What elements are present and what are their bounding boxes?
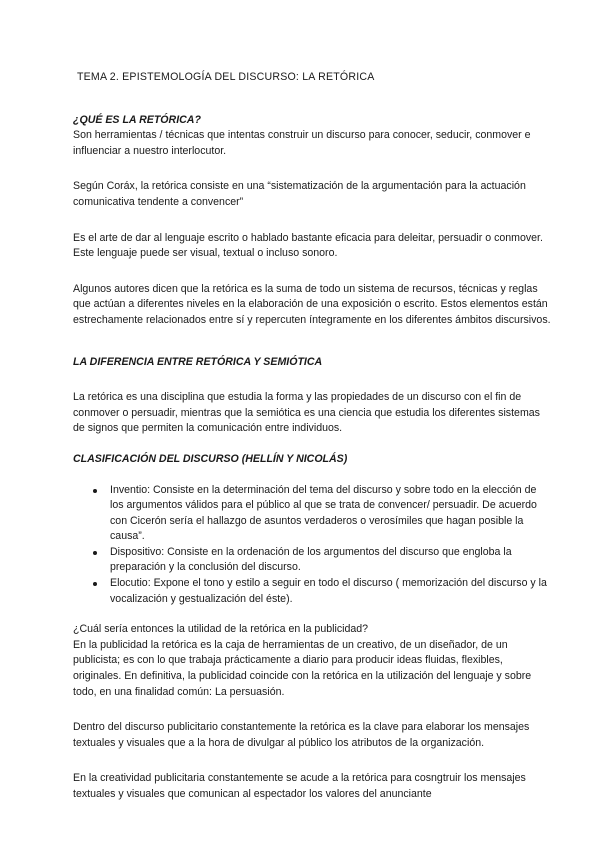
list-item-elocutio: Elocutio: Expone el tono y estilo a seguir en todo el discurso ( memorización del discurso y la vocalización y gestualización del éste). <box>110 576 552 607</box>
heading-clasificacion: CLASIFICACIÓN DEL DISCURSO (HELLÍN Y NICOLÁS) <box>73 452 348 465</box>
paragraph-definition: Son herramientas / técnicas que intentas construir un discurso para conocer, seducir, conmover e influenciar a nuestro interlocutor. <box>73 129 531 157</box>
list-item-dispositivo: Dispositivo: Consiste en la ordenación de los argumentos del discurso que engloba la preparación y la conclusión del discurso. <box>110 545 552 576</box>
question-utilidad: ¿Cuál sería entonces la utilidad de la retórica en la publicidad? <box>73 623 369 636</box>
paragraph-publicidad: En la publicidad la retórica es la caja de herramientas de un creativo, de un diseñador, de un publicista; es con lo que trabaja prácticamente a diario para producir ideas fluidas, flexibles, originales. En definitiva, la publicidad coincide con la retórica en la utilización del lenguaje y sobre todo, en una finalidad común: La persuasión. <box>73 638 532 698</box>
heading-que-es-retorica: ¿QUÉ ES LA RETÓRICA? <box>73 113 201 126</box>
classification-list <box>73 483 552 608</box>
paragraph-creatividad: En la creatividad publicitaria constantemente se acude a la retórica para cosngtruir los mensajes textuales y visuales que comunican al espectador los valores del anunciante <box>73 772 526 800</box>
paragraph-corax: Según Coráx, la retórica consiste en una “sistematización de la argumentación para la actuación comunicativa tendente a convencer” <box>73 180 526 208</box>
paragraph-arte: Es el arte de dar al lenguaje escrito o hablado bastante eficacia para deleitar, persuadir o conmover. Este lenguaje puede ser visual, textual o incluso sonoro. <box>73 231 543 260</box>
document-title: TEMA 2. EPISTEMOLOGÍA DEL DISCURSO: LA RETÓRICA <box>77 71 375 83</box>
paragraph-diferencia: La retórica es una disciplina que estudia la forma y las propiedades de un discurso con el fin de conmover o persuadir, mientras que la semiótica es una ciencia que estudia los diferentes sistemas de signos que permiten la comunicación entre individuos. <box>73 391 540 435</box>
heading-diferencia: LA DIFERENCIA ENTRE RETÓRICA Y SEMIÓTICA <box>73 355 323 368</box>
paragraph-discurso-publicitario: Dentro del discurso publicitario constantemente la retórica es la clave para elaborar los mensajes textuales y visuales que a la hora de divulgar al público los atributos de la organización. <box>73 721 530 749</box>
list-item-inventio: Inventio: Consiste en la determinación del tema del discurso y sobre todo en la elección de los argumentos válidos para el público al que se trata de convencer/ persuadir. De acuerdo con Cicerón sería el hallazgo de asuntos verdaderos o verosímiles que hagan posible la causa”. <box>110 483 552 545</box>
paragraph-autores: Algunos autores dicen que la retórica es la suma de todo un sistema de recursos, técnicas y reglas que actúan a diferentes niveles en la elaboración de una exposición o escrito. Estos elementos están estrechamente relacionados entre sí y repercuten íntegramente en los diferentes ámbitos discursivos. <box>73 282 551 326</box>
